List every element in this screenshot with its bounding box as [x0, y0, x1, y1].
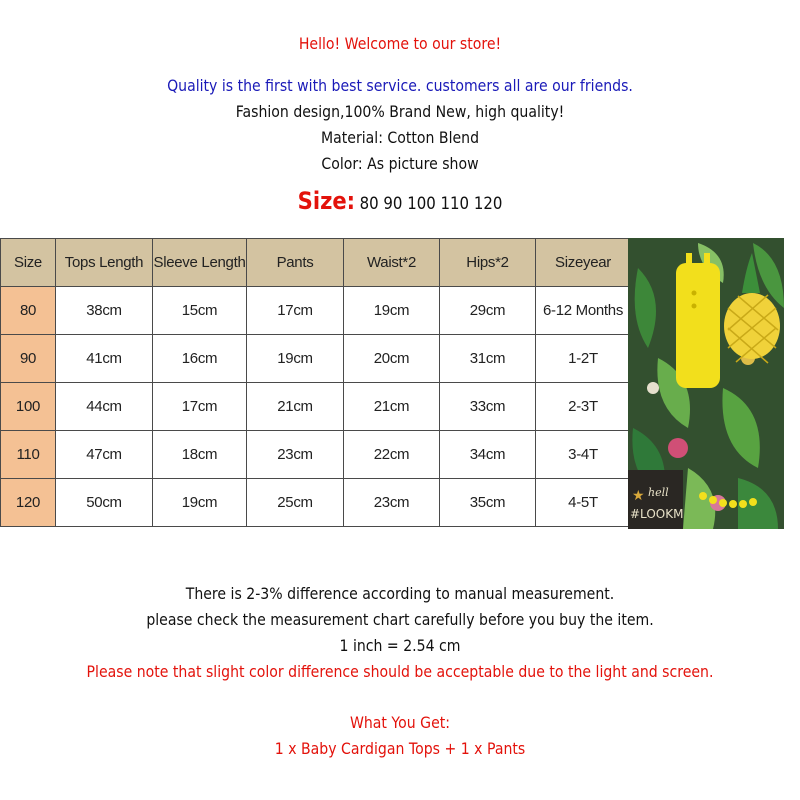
table-cell: 19cm	[153, 479, 247, 527]
table-cell: 47cm	[56, 431, 153, 479]
table-cell: 31cm	[440, 335, 536, 383]
table-cell: 50cm	[56, 479, 153, 527]
table-cell: 34cm	[440, 431, 536, 479]
table-cell: 15cm	[153, 287, 247, 335]
quality-text: Quality is the first with best service. customers all are our friends.	[167, 76, 633, 95]
table-cell: 23cm	[344, 479, 440, 527]
table-header-cell: Sleeve Length	[153, 239, 247, 287]
table-row	[1, 335, 631, 383]
color-difference-note: Please note that slight color difference should be acceptable due to the light and screen.	[86, 662, 714, 681]
table-cell: 2-3T	[536, 383, 631, 431]
table-header-row	[1, 239, 631, 287]
table-cell: 23cm	[247, 431, 344, 479]
size-line	[48, 187, 752, 215]
table-cell: 1-2T	[536, 335, 631, 383]
table-header-cell: Size	[1, 239, 56, 287]
table-cell: 17cm	[153, 383, 247, 431]
material-text: Material: Cotton Blend	[320, 128, 480, 147]
welcome-text: Hello! Welcome to our store!	[298, 34, 502, 53]
difference-note: There is 2-3% difference according to manual measurement.	[185, 584, 615, 603]
color-text: Color: As picture show	[321, 154, 479, 173]
svg-text:★: ★	[632, 488, 645, 504]
table-cell: 6-12 Months	[536, 287, 631, 335]
table-cell-size: 120	[1, 479, 56, 527]
table-cell: 25cm	[247, 479, 344, 527]
table-cell: 41cm	[56, 335, 153, 383]
table-cell: 16cm	[153, 335, 247, 383]
table-cell-size: 100	[1, 383, 56, 431]
table-cell: 20cm	[344, 335, 440, 383]
table-cell-size: 80	[1, 287, 56, 335]
table-row	[1, 383, 631, 431]
table-header-cell: Waist*2	[344, 239, 440, 287]
table-cell: 17cm	[247, 287, 344, 335]
what-you-get-heading: What You Get:	[349, 713, 451, 732]
table-cell: 21cm	[344, 383, 440, 431]
size-values: 80 90 100 110 120	[359, 194, 503, 214]
table-cell-size: 110	[1, 431, 56, 479]
table-row	[1, 287, 631, 335]
table-cell: 4-5T	[536, 479, 631, 527]
yellow-top	[676, 263, 720, 388]
product-photo	[628, 238, 784, 529]
inch-note: 1 inch = 2.54 cm	[339, 636, 461, 655]
table-cell-size: 90	[1, 335, 56, 383]
table-cell: 19cm	[247, 335, 344, 383]
table-header-cell: Hips*2	[440, 239, 536, 287]
table-header-cell: Pants	[247, 239, 344, 287]
fashion-text: Fashion design,100% Brand New, high quality!	[235, 102, 565, 121]
size-label: Size:	[297, 187, 356, 215]
table-row	[1, 479, 631, 527]
check-note: please check the measurement chart carefully before you buy the item.	[146, 610, 654, 629]
table-cell: 21cm	[247, 383, 344, 431]
table-cell: 33cm	[440, 383, 536, 431]
photo-text-hello: hell	[648, 486, 669, 499]
table-row	[1, 431, 631, 479]
table-cell: 29cm	[440, 287, 536, 335]
table-cell: 3-4T	[536, 431, 631, 479]
table-cell: 44cm	[56, 383, 153, 431]
photo-text-hashtag: #LOOKM	[630, 507, 684, 521]
table-cell: 22cm	[344, 431, 440, 479]
table-cell: 38cm	[56, 287, 153, 335]
package-contents: 1 x Baby Cardigan Tops + 1 x Pants	[274, 739, 526, 758]
table-header-cell: Sizeyear	[536, 239, 631, 287]
table-cell: 19cm	[344, 287, 440, 335]
table-cell: 35cm	[440, 479, 536, 527]
size-chart-table	[0, 238, 631, 527]
table-cell: 18cm	[153, 431, 247, 479]
product-photo-art	[628, 238, 784, 529]
table-header-cell: Tops Length	[56, 239, 153, 287]
